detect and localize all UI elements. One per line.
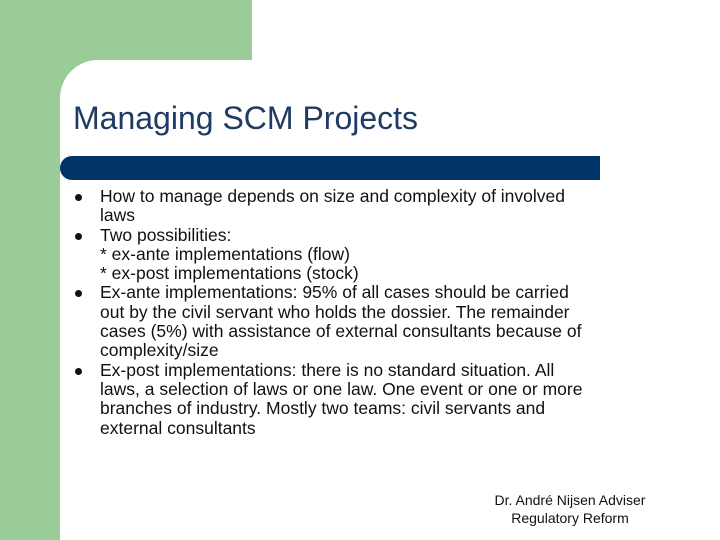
bullet-line: How to manage depends on size and complexity of involved	[100, 186, 565, 206]
bullet-item	[74, 226, 674, 284]
bullet-line: complexity/size	[100, 340, 219, 361]
bullet-icon	[75, 233, 82, 240]
bullet-item	[74, 361, 674, 438]
bullet-line: * ex-post implementations (stock)	[100, 263, 359, 284]
bullet-line: Two possibilities:	[100, 224, 232, 245]
footer-role: Regulatory Reform	[511, 510, 629, 526]
slide-title: Managing SCM Projects	[73, 100, 419, 136]
slide-footer	[470, 491, 670, 527]
bullet-line: branches of industry. Mostly two teams: civil servants and	[100, 398, 546, 419]
footer-author: Dr. André Nijsen Adviser	[494, 492, 646, 508]
bullet-icon	[75, 290, 82, 297]
bullet-line: Ex-post implementations: there is no standard situation. All	[100, 359, 555, 380]
bullet-item	[74, 283, 674, 360]
bullet-line: cases (5%) with assistance of external consultants because of	[100, 321, 582, 342]
bullet-item	[74, 187, 674, 226]
bullet-icon	[75, 194, 82, 201]
bullet-line: out by the civil servant who holds the dossier. The remainder	[100, 301, 570, 322]
bullet-line: laws	[100, 205, 136, 226]
bullet-line: * ex-ante implementations (flow)	[100, 243, 350, 264]
bullet-icon	[75, 368, 82, 375]
title-underline-bar	[60, 156, 600, 180]
bullet-line: external consultants	[100, 417, 256, 438]
bullet-list	[74, 187, 674, 438]
bullet-line: Ex-ante implementations: 95% of all cases should be carried	[100, 282, 569, 303]
bullet-line: laws, a selection of laws or one law. One event or one or more	[100, 378, 583, 399]
